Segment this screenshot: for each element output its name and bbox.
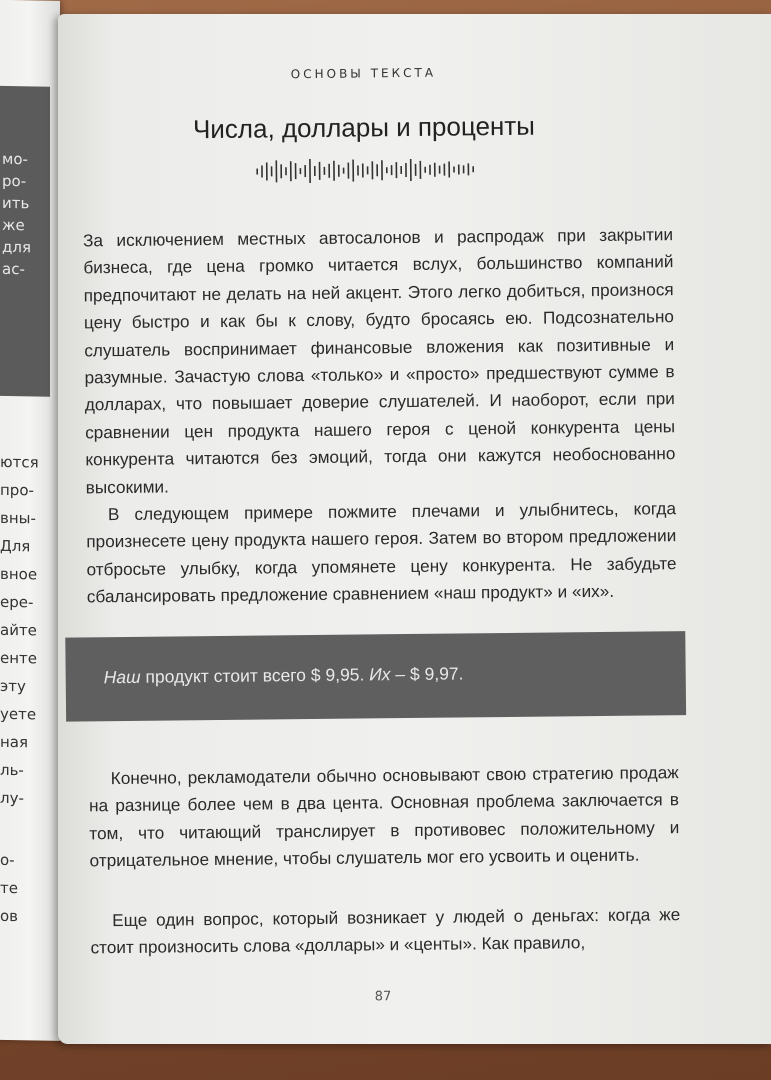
left-fragment: лу- [0,788,24,808]
left-fragment: ная [0,732,29,752]
left-page-text-bottom [0,846,18,930]
left-fragment: же [2,215,25,235]
page-number: 87 [374,989,392,1005]
left-fragment: о- [0,850,15,870]
left-fragment: ются [0,452,39,472]
example-box [65,631,686,721]
book-page [58,14,771,1044]
left-fragment: вны- [0,508,36,528]
paragraph-2: В следующем примере пожмите плечами и улыбнитесь, когда произнесете цену продукта нашего героя. Затем во втором предложении отбросьте улыбку, когда упомянете цену конкурента. Не забудьте сбалансировать предложение сравнением «наш продукт» и «их». [86,498,677,607]
example-plain-2: – $ 9,97. [390,663,464,685]
left-fragment: ро- [2,171,27,191]
left-fragment: ль- [0,760,24,780]
left-page [0,0,60,1041]
left-fragment: айте [0,620,37,640]
running-head: ОСНОВЫ ТЕКСТА [290,65,437,82]
section-title: Числа, доллары и проценты [192,110,536,145]
left-fragment: ас- [2,259,25,279]
left-fragment: Для [0,536,31,556]
paragraph-4: Еще один вопрос, который возникает у людей о деньгах: когда же стоит произносить слова «доллары» и «центы». Как правило, [90,904,681,958]
left-fragment: те [0,878,18,898]
left-fragment: ов [0,906,19,926]
example-plain-1: продукт стоит всего $ 9,95. [140,664,370,687]
page-content [53,10,771,1047]
paragraph-1: За исключением местных автосалонов и распродаж при закрытии бизнеса, где цена громко читается вслух, большинство компаний предпочитают не делать на ней акцент. Этого легко добиться, произнося цену быстро и как бы к слову, будто бросаясь ею. Подсознательно слушатель воспринимает финансовые вложения как позитивные и разумные. Зачастую слова «только» и «просто» предшествуют сумме в долларах, что повышает доверие слушателей. И наоборот, если при сравнении цен продукта нашего героя с ценой конкурента цены конкурента читаются без эмоций, тогда они кажутся необоснованно высокими. [83,224,676,498]
left-fragment: про- [0,480,34,500]
left-fragment: вное [0,564,38,584]
example-text [104,663,464,688]
left-page-dark-text [2,148,31,281]
paragraph-3: Конечно, рекламодатели обычно основывают свою стратегию продаж на разнице более чем в два цента. Основная проблема заключается в том, что читающий транслирует в противовес положительному и отрицательное мнение, чтобы слушатель мог его усвоить и оценить. [88,762,680,871]
left-fragment: эту [0,676,26,696]
left-fragment: ере- [0,592,34,612]
left-fragment: для [2,237,31,257]
soundwave-icon [254,156,484,184]
left-fragment: ить [2,193,30,213]
left-fragment: енте [0,648,38,668]
left-fragment: мо- [2,149,28,169]
left-page-text [0,448,39,813]
example-italic-2: Их [369,664,391,685]
left-fragment: уете [0,704,37,724]
example-italic-1: Наш [103,666,141,688]
